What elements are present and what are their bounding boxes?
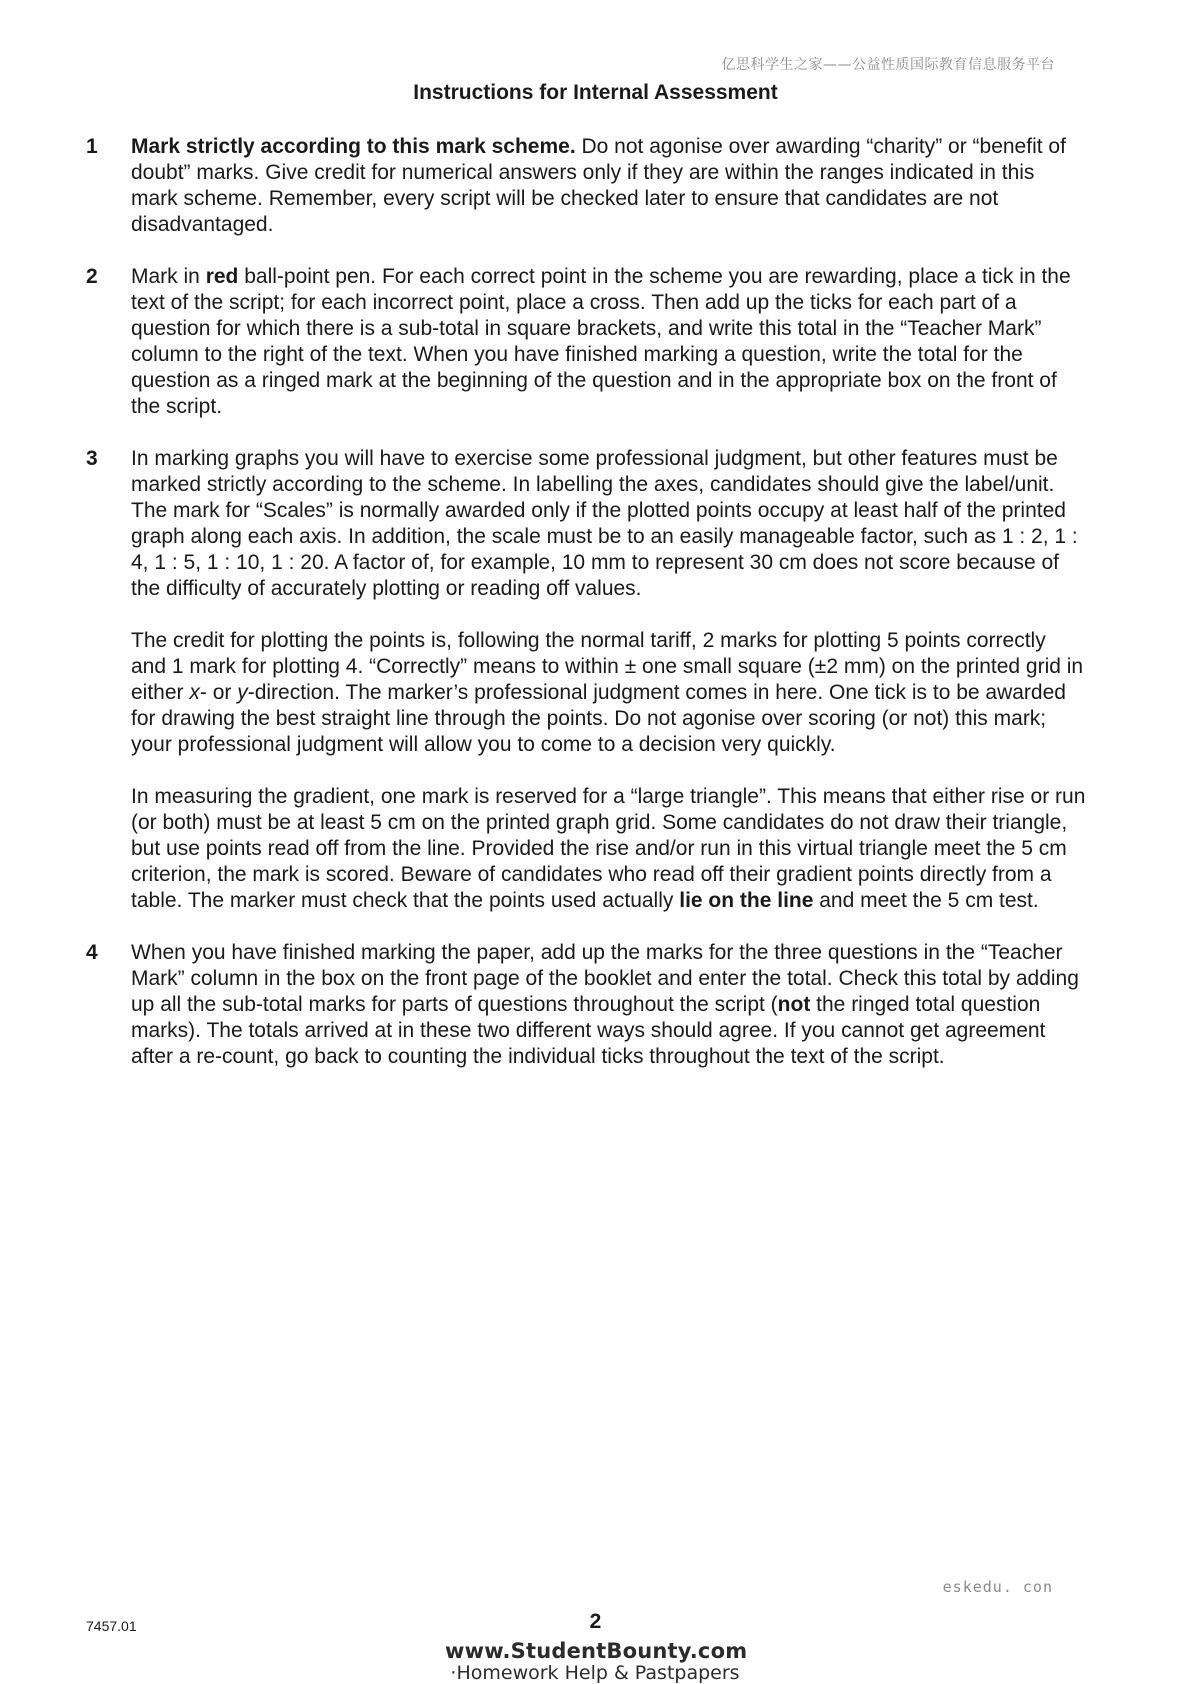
bold-lead: Mark strictly according to this mark scheme. <box>131 135 576 158</box>
page-number: 2 <box>589 1610 602 1633</box>
paragraph-text: The credit for plotting the points is, following the normal tariff, 2 marks for plotting 5 points correctly and 1 mark for plotting 4. “Correctly” means to within ± one small square (±2 mm) on the printed grid in either <box>131 629 1084 704</box>
paragraph-text: Mark in <box>131 265 206 288</box>
item-paragraph <box>131 784 1086 914</box>
logo-main-text: www.StudentBounty.com <box>445 1639 748 1663</box>
item-paragraph <box>131 134 1086 238</box>
item-paragraph <box>131 940 1086 1070</box>
item-body <box>131 940 1086 1070</box>
item-number: 3 <box>86 447 98 470</box>
paragraph-text: and meet the 5 cm test. <box>813 889 1039 912</box>
item-number: 2 <box>86 265 98 288</box>
italic-y: y <box>237 681 248 704</box>
bold-word: red <box>205 265 239 288</box>
instruction-item-2 <box>86 264 1086 420</box>
paragraph-text: Do not agonise over awarding “charity” or “benefit of doubt” marks. Give credit for numerical answers only if they are within the ranges indicated in this mark scheme. Remember, every script will be checked later to ensure that candidates are not disadvantaged. <box>131 135 1066 236</box>
paragraph-text: In measuring the gradient, one mark is reserved for a “large triangle”. This means that either rise or run (or both) must be at least 5 cm on the printed graph grid. Some candidates do not draw their triangle, but use points read off from the line. Provided the rise and/or run in this virtual triangle meet the 5 cm criterion, the mark is scored. Beware of candidates who read off their gradient points directly from a table. The marker must check that the points used actually <box>131 785 1086 912</box>
item-paragraph: In marking graphs you will have to exercise some professional judgment, but other features must be marked strictly according to the scheme. In labelling the axes, candidates should give the label/unit. The mark for “Scales” is normally awarded only if the plotted points occupy at least half of the printed graph along each axis. In addition, the scale must be to an easily manageable factor, such as 1 : 2, 1 : 4, 1 : 5, 1 : 10, 1 : 20. A factor of, for example, 10 mm to represent 30 cm does not score because of the difficulty of accurately plotting or reading off values. <box>131 447 1078 600</box>
page-title: Instructions for Internal Assessment <box>413 81 778 104</box>
bold-word: not <box>777 993 811 1016</box>
instruction-item-1 <box>86 134 1086 238</box>
watermark-text: eskedu. con <box>942 1578 1053 1596</box>
item-number: 1 <box>86 135 98 158</box>
instructions-list <box>86 134 1086 1096</box>
instruction-item-3 <box>86 446 1086 914</box>
item-body <box>131 134 1086 238</box>
item-body <box>131 264 1086 420</box>
item-paragraph <box>131 628 1086 758</box>
logo-sub-text: ·Homework Help & Pastpapers <box>450 1662 740 1684</box>
header-note: 亿思科学生之家——公益性质国际教育信息服务平台 <box>721 57 1055 73</box>
paragraph-text: When you have finished marking the paper, add up the marks for the three questions in the “Teacher Mark” column in the box on the front page of the booklet and enter the total. Check this total by adding up all the sub-total marks for parts of questions throughout the script ( <box>131 941 1079 1016</box>
paragraph-text: -direction. The marker’s professional judgment comes in here. One tick is to be awarded for drawing the best straight line through the points. Do not agonise over scoring (or not) this mark; your professional judgment will allow you to come to a decision very quickly. <box>131 681 1066 756</box>
paper-code: 7457.01 <box>86 1618 137 1634</box>
bold-phrase: lie on the line <box>679 889 814 912</box>
paragraph-text: ball-point pen. For each correct point in the scheme you are rewarding, place a tick in the text of the script; for each incorrect point, place a cross. Then add up the ticks for each part of a question for which there is a sub-total in square brackets, and write this total in the “Teacher Mark” column to the right of the text. When you have finished marking a question, write the total for the question as a ringed mark at the beginning of the question and in the appropriate box on the front of the script. <box>131 265 1071 418</box>
paragraph-text: - or <box>199 681 238 704</box>
item-number: 4 <box>86 941 98 964</box>
paragraph-text: the ringed total question marks). The totals arrived at in these two different ways should agree. If you cannot get agreement after a re-count, go back to counting the individual ticks throughout the text of the script. <box>131 993 1046 1068</box>
item-paragraph <box>131 264 1086 420</box>
instruction-item-4 <box>86 940 1086 1070</box>
studentbounty-logo[interactable] <box>445 1639 748 1684</box>
item-body <box>131 446 1086 914</box>
italic-x: x <box>189 681 200 704</box>
